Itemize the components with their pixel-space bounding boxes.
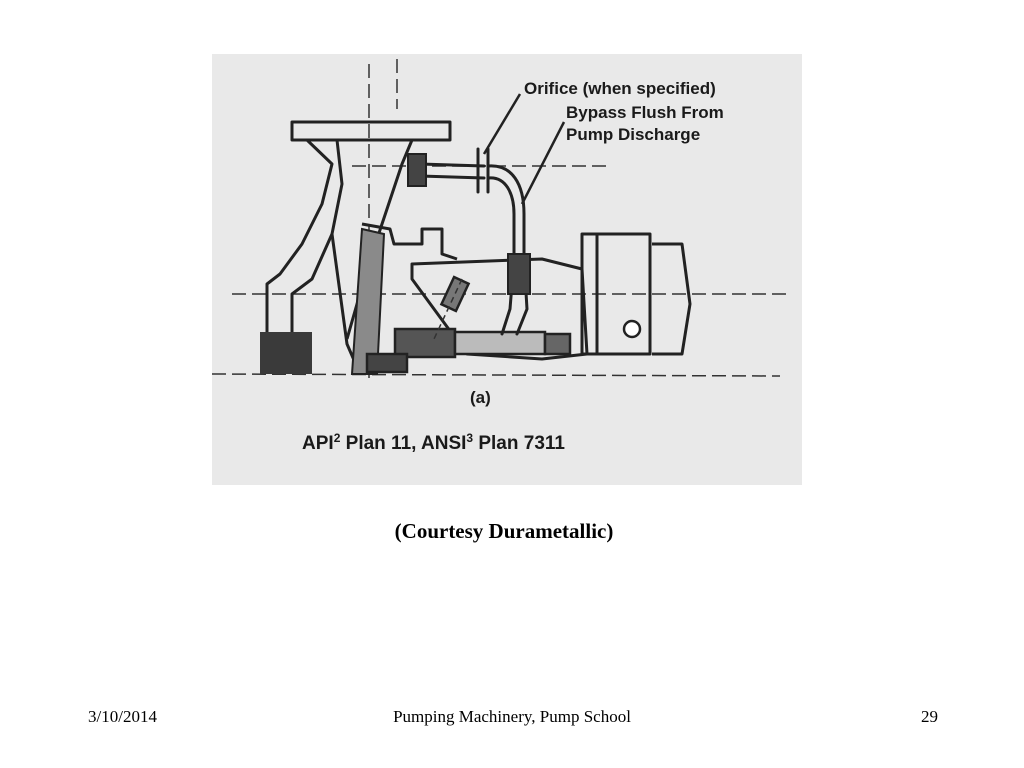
casing-wall [260,332,312,374]
figure-sublabel: (a) [470,388,491,407]
callout-leaders [484,94,564,204]
footer-title: Pumping Machinery, Pump School [393,707,631,726]
vent-fitting [441,277,468,311]
footer-date: 3/10/2014 [88,707,157,726]
figure-caption: (Courtesy Durametallic) [394,519,614,543]
callout-bypass-label: Bypass Flush From [566,103,724,122]
seal-flush-diagram [212,54,802,485]
flush-fitting-top [408,154,426,186]
casing-liner [352,229,384,374]
callout-discharge-label: Pump Discharge [566,125,701,144]
page-number: 29 [921,707,938,726]
flush-piping [420,149,527,334]
flush-fitting-bottom [508,254,530,294]
plan-label: API$^2$ Plan 11, ANSI$^3$ Plan 7311 [302,431,565,454]
callout-orifice-label: Orifice (when specified) [524,79,716,98]
